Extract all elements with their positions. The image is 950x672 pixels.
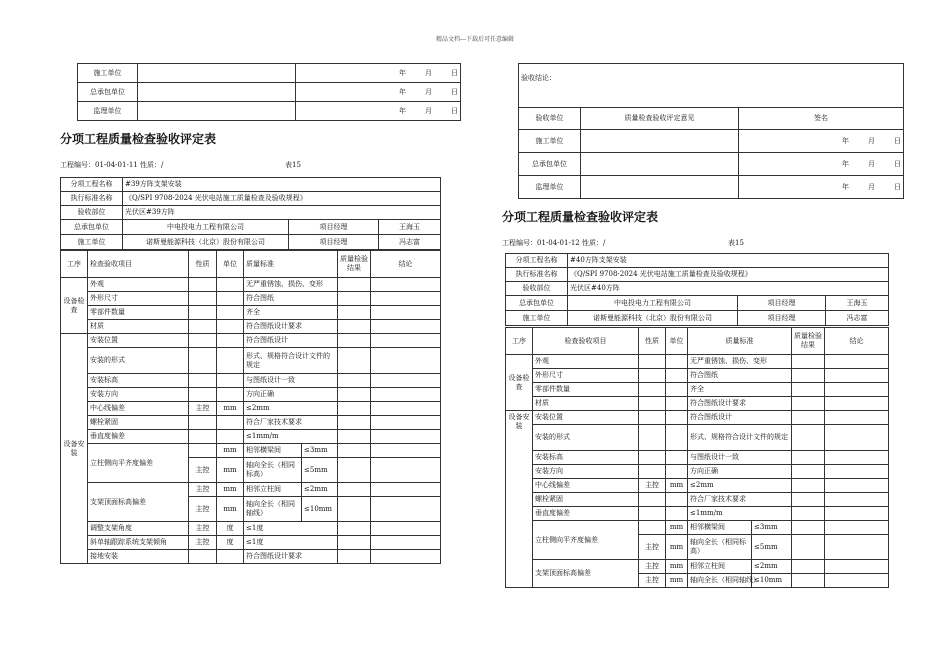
page-header: 精品文档---下载后可任意编辑 (435, 36, 515, 43)
col-result: 质量检验结果 (338, 251, 371, 278)
group-install: 设备安装 (506, 411, 533, 588)
unit: mm (666, 574, 688, 588)
col-unit: 单位 (666, 328, 688, 355)
part-label: 验收部位 (61, 206, 123, 220)
nature: 主控 (639, 535, 666, 560)
project-name: #39方阵支架安装 (123, 178, 441, 192)
unit: mm (666, 560, 688, 574)
gc-value: 中电投电力工程有限公司 (123, 220, 289, 235)
cons-value: 诺斯曼能源科技（北京）股份有限公司 (123, 235, 289, 250)
gc-pm: 王海玉 (379, 220, 441, 235)
check-item: 安装的形式 (533, 425, 639, 451)
acceptance-conclusion: 验收结论： (519, 64, 904, 108)
check-std: 齐全 (688, 383, 792, 397)
check-std: 符合图纸设计要求 (244, 550, 338, 564)
gc-pm: 王海玉 (826, 296, 889, 311)
sub-std-value: ≤3mm (302, 444, 338, 458)
sign-date: 年 月 日 (739, 130, 904, 153)
nature: 主控 (639, 574, 666, 588)
standard-name: 《Q/SPI 9708-2024 光伏电站施工质量检查及验收规程》 (568, 268, 889, 282)
check-std: 无严重锈蚀、损伤、变形 (244, 278, 338, 292)
sign-head-unit: 验收单位 (519, 108, 581, 130)
pm-label: 项目经理 (738, 311, 826, 326)
unit: 度 (217, 522, 244, 536)
pm-label: 项目经理 (289, 235, 379, 250)
check-item: 安装方向 (88, 388, 189, 402)
nature: 主控 (189, 402, 217, 416)
check-std: ≤1度 (244, 536, 338, 550)
page-title: 分项工程质量检查验收评定表 (502, 210, 659, 224)
check-std: ≤2mm (244, 402, 338, 416)
unit: mm (666, 479, 688, 493)
sign-unit-label: 监理单位 (78, 102, 138, 121)
check-item: 斜单轴跟踪系统支架倾角 (88, 536, 189, 550)
unit: mm (217, 444, 244, 458)
col-item: 检查验收项目 (533, 328, 639, 355)
sub-std-value: ≤5mm (302, 458, 338, 483)
check-std: 符合图纸设计 (688, 411, 792, 425)
check-item: 支架顶面标高偏差 (88, 483, 189, 522)
check-std: 符合图纸 (688, 369, 792, 383)
check-item: 安装标高 (533, 451, 639, 465)
sub-std-value: ≤2mm (302, 483, 338, 497)
sub-std: 轴向全长（相同轴线） (688, 574, 752, 588)
col-nature: 性质 (189, 251, 217, 278)
nature: 主控 (189, 458, 217, 483)
check-std: 形式、规格符合设计文件的规定 (688, 425, 792, 451)
check-std: 与图纸设计一致 (244, 374, 338, 388)
check-std: 无严重锈蚀、损伤、变形 (688, 355, 792, 369)
unit: mm (217, 458, 244, 483)
check-item: 垂直度偏差 (88, 430, 189, 444)
col-standard: 质量标准 (688, 328, 792, 355)
left-info-table (60, 177, 441, 250)
sub-std: 相邻横梁间 (688, 521, 752, 535)
unit: mm (217, 497, 244, 522)
part-label: 验收部位 (506, 282, 568, 296)
gc-value: 中电投电力工程有限公司 (568, 296, 738, 311)
check-item: 材质 (88, 320, 189, 334)
table-number: 表15 (728, 239, 744, 247)
gc-label: 总承包单位 (506, 296, 568, 311)
gc-label: 总承包单位 (61, 220, 123, 235)
cons-label: 施工单位 (506, 311, 568, 326)
check-std: ≤1度 (244, 522, 338, 536)
check-item: 螺栓紧固 (533, 493, 639, 507)
check-item: 材质 (533, 397, 639, 411)
check-item: 外观 (88, 278, 189, 292)
check-std: ≤2mm (688, 479, 792, 493)
sub-std: 相邻横梁间 (244, 444, 302, 458)
check-item: 安装的形式 (88, 348, 189, 374)
col-result: 质量检验结果 (792, 328, 825, 355)
col-nature: 性质 (639, 328, 666, 355)
check-std: 方向正确 (244, 388, 338, 402)
check-item: 垂直度偏差 (533, 507, 639, 521)
pm-label: 项目经理 (289, 220, 379, 235)
pm-label: 项目经理 (738, 296, 826, 311)
sign-unit-label: 施工单位 (519, 130, 581, 153)
right-info-table (505, 253, 889, 326)
sign-unit-label: 总承包单位 (78, 83, 138, 102)
sign-date: 年 月 日 (739, 153, 904, 176)
check-std: ≤1mm/m (688, 507, 792, 521)
sign-date: 年 月 日 (739, 176, 904, 199)
check-std: 符合图纸设计要求 (244, 320, 338, 334)
check-item: 零部件数量 (88, 306, 189, 320)
check-item: 外观 (533, 355, 639, 369)
project-name-label: 分项工程名称 (506, 254, 568, 268)
standard-label: 执行标准名称 (61, 192, 123, 206)
nature: 主控 (639, 479, 666, 493)
check-item: 调整支架角度 (88, 522, 189, 536)
project-name-label: 分项工程名称 (61, 178, 123, 192)
sub-std-value: ≤3mm (752, 521, 792, 535)
check-std: 符合图纸 (244, 292, 338, 306)
check-item: 外形尺寸 (533, 369, 639, 383)
col-item: 检查验收项目 (88, 251, 189, 278)
sub-std: 相邻立柱间 (244, 483, 302, 497)
project-code: 工程编号：01-04-01-11 性质：/ (60, 161, 164, 169)
sign-head-sign: 签名 (739, 108, 904, 130)
standard-label: 执行标准名称 (506, 268, 568, 282)
sub-std-value: ≤10mm (302, 497, 338, 522)
sub-std-value: ≤2mm (752, 560, 792, 574)
standard-name: 《Q/SPI 9708-2024 光伏电站施工质量检查及验收规程》 (123, 192, 441, 206)
unit: mm (217, 483, 244, 497)
cons-label: 施工单位 (61, 235, 123, 250)
check-item: 安装位置 (533, 411, 639, 425)
check-item: 安装标高 (88, 374, 189, 388)
part-value: 光伏区#39方阵 (123, 206, 441, 220)
sign-unit-label: 总承包单位 (519, 153, 581, 176)
unit: 度 (217, 536, 244, 550)
nature: 主控 (189, 522, 217, 536)
check-std: 符合厂家技术要求 (244, 416, 338, 430)
sub-std: 相邻立柱间 (688, 560, 752, 574)
cons-pm: 冯志富 (826, 311, 889, 326)
check-std: ≤1mm/m (244, 430, 338, 444)
sub-std: 轴向全长（相同标高） (244, 458, 302, 483)
unit: mm (666, 521, 688, 535)
sub-std: 轴向全长（相同标高） (688, 535, 752, 560)
sub-std-value: ≤5mm (752, 535, 792, 560)
check-std: 形式、规格符合设计文件的规定 (244, 348, 338, 374)
sub-std: 轴向全长（相同轴线） (244, 497, 302, 522)
part-value: 光伏区#40方阵 (568, 282, 889, 296)
check-std: 符合图纸设计要求 (688, 397, 792, 411)
group-equipment: 设备检查 (61, 278, 88, 334)
nature: 主控 (189, 483, 217, 497)
table-number: 表15 (285, 161, 301, 169)
nature: 主控 (639, 560, 666, 574)
unit: mm (217, 402, 244, 416)
sign-unit-label: 监理单位 (519, 176, 581, 199)
sign-date: 年 月 日 (296, 102, 461, 121)
sign-date: 年 月 日 (296, 83, 461, 102)
project-code: 工程编号：01-04-01-12 性质：/ (502, 239, 606, 247)
check-item: 支架顶面标高偏差 (533, 560, 639, 588)
group-equipment: 设备检查 (506, 355, 533, 411)
sub-std-value: ≤10mm (752, 574, 792, 588)
check-item: 零部件数量 (533, 383, 639, 397)
page-title: 分项工程质量检查验收评定表 (60, 132, 217, 146)
cons-value: 诺斯曼能源科技（北京）股份有限公司 (568, 311, 738, 326)
check-item: 外形尺寸 (88, 292, 189, 306)
nature: 主控 (189, 497, 217, 522)
check-item: 立柱侧向平齐度偏差 (533, 521, 639, 560)
project-name: #40方阵支架安装 (568, 254, 889, 268)
check-std: 符合图纸设计 (244, 334, 338, 348)
check-item: 立柱侧向平齐度偏差 (88, 444, 189, 483)
nature: 主控 (189, 536, 217, 550)
check-item: 中心线偏差 (88, 402, 189, 416)
check-item: 螺栓紧固 (88, 416, 189, 430)
sign-unit-label: 施工单位 (78, 64, 138, 83)
check-std: 与图纸设计一致 (688, 451, 792, 465)
check-std: 齐全 (244, 306, 338, 320)
col-conclusion: 结论 (371, 251, 441, 278)
right-sign-table (518, 63, 904, 199)
check-item: 安装位置 (88, 334, 189, 348)
right-check-table (505, 327, 889, 588)
check-item: 接地安装 (88, 550, 189, 564)
col-step: 工序 (506, 328, 533, 355)
check-std: 符合厂家技术要求 (688, 493, 792, 507)
group-install: 设备安装 (61, 334, 88, 564)
col-step: 工序 (61, 251, 88, 278)
left-sign-table (77, 63, 461, 121)
col-unit: 单位 (217, 251, 244, 278)
check-std: 方向正确 (688, 465, 792, 479)
left-check-table (60, 250, 441, 564)
col-standard: 质量标准 (244, 251, 338, 278)
sign-date: 年 月 日 (296, 64, 461, 83)
check-item: 中心线偏差 (533, 479, 639, 493)
cons-pm: 冯志富 (379, 235, 441, 250)
col-conclusion: 结论 (825, 328, 889, 355)
check-item: 安装方向 (533, 465, 639, 479)
unit: mm (666, 535, 688, 560)
sign-head-opinion: 质量检查验收评定意见 (581, 108, 739, 130)
